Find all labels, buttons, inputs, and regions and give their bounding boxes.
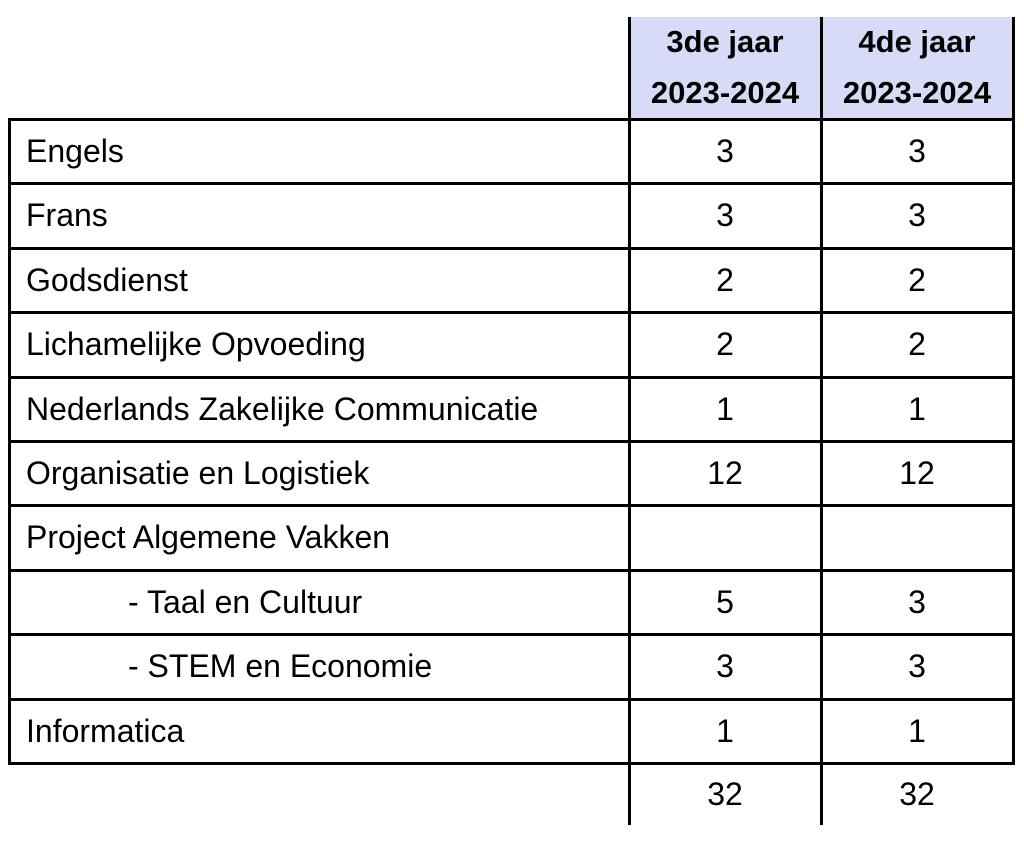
hours-4de-jaar: 3 (908, 648, 926, 684)
table-vertical-rule (820, 17, 823, 825)
table-horizontal-rule (8, 504, 1015, 507)
subject-label: Engels (26, 132, 124, 169)
hours-3de-jaar: 5 (716, 583, 734, 620)
subject-label: - Taal en Cultuur (128, 583, 363, 620)
hours-4de-jaar: 2 (908, 326, 926, 362)
total-3de-jaar: 32 (707, 776, 743, 812)
table-horizontal-rule (8, 311, 1015, 314)
hours-3de-jaar: 3 (716, 648, 734, 684)
subject-label: Lichamelijke Opvoeding (26, 326, 366, 362)
table-horizontal-rule (8, 118, 1015, 121)
hours-3de-jaar: 12 (707, 454, 743, 491)
table-horizontal-rule (8, 698, 1015, 701)
table-vertical-rule (628, 17, 631, 825)
table-horizontal-rule (8, 569, 1015, 572)
column-header-year-label: 4de jaar (858, 24, 976, 60)
column-header-3de-jaar (630, 17, 820, 118)
hours-4de-jaar (822, 505, 1012, 570)
hours-4de-jaar: 3 (908, 132, 926, 169)
hours-3de-jaar: 2 (716, 326, 734, 362)
table-horizontal-rule (8, 440, 1015, 443)
hours-4de-jaar: 2 (908, 261, 926, 298)
subject-label: Organisatie en Logistiek (26, 454, 370, 491)
subject-label: - STEM en Economie (128, 648, 433, 684)
table-horizontal-rule (8, 633, 1015, 636)
hours-4de-jaar: 3 (908, 583, 926, 620)
subject-label: Frans (26, 197, 108, 233)
hours-4de-jaar: 3 (908, 197, 926, 233)
table-vertical-rule (8, 118, 11, 764)
table-vertical-rule (1012, 17, 1015, 763)
table-horizontal-rule (8, 376, 1015, 379)
column-header-year-label: 3de jaar (666, 24, 784, 60)
hours-4de-jaar: 1 (908, 712, 926, 749)
subject-label: Informatica (26, 712, 185, 749)
hours-3de-jaar: 3 (716, 132, 734, 169)
table-horizontal-rule (8, 762, 1015, 765)
subject-label: Project Algemene Vakken (26, 519, 391, 555)
hours-4de-jaar: 12 (899, 454, 935, 491)
total-4de-jaar: 32 (899, 776, 935, 812)
hours-4de-jaar: 1 (908, 390, 926, 427)
hours-3de-jaar: 1 (716, 712, 734, 749)
hours-3de-jaar: 3 (716, 197, 734, 233)
subject-label: Godsdienst (26, 261, 188, 298)
column-header-4de-jaar (822, 17, 1012, 118)
column-header-school-year: 2023-2024 (650, 74, 800, 110)
column-header-school-year: 2023-2024 (842, 74, 992, 110)
hours-3de-jaar: 2 (716, 261, 734, 298)
hours-3de-jaar: 1 (716, 390, 734, 427)
subject-label: Nederlands Zakelijke Communicatie (26, 390, 539, 427)
table-horizontal-rule (8, 182, 1015, 185)
hours-3de-jaar (630, 505, 820, 570)
table-horizontal-rule (8, 247, 1015, 250)
